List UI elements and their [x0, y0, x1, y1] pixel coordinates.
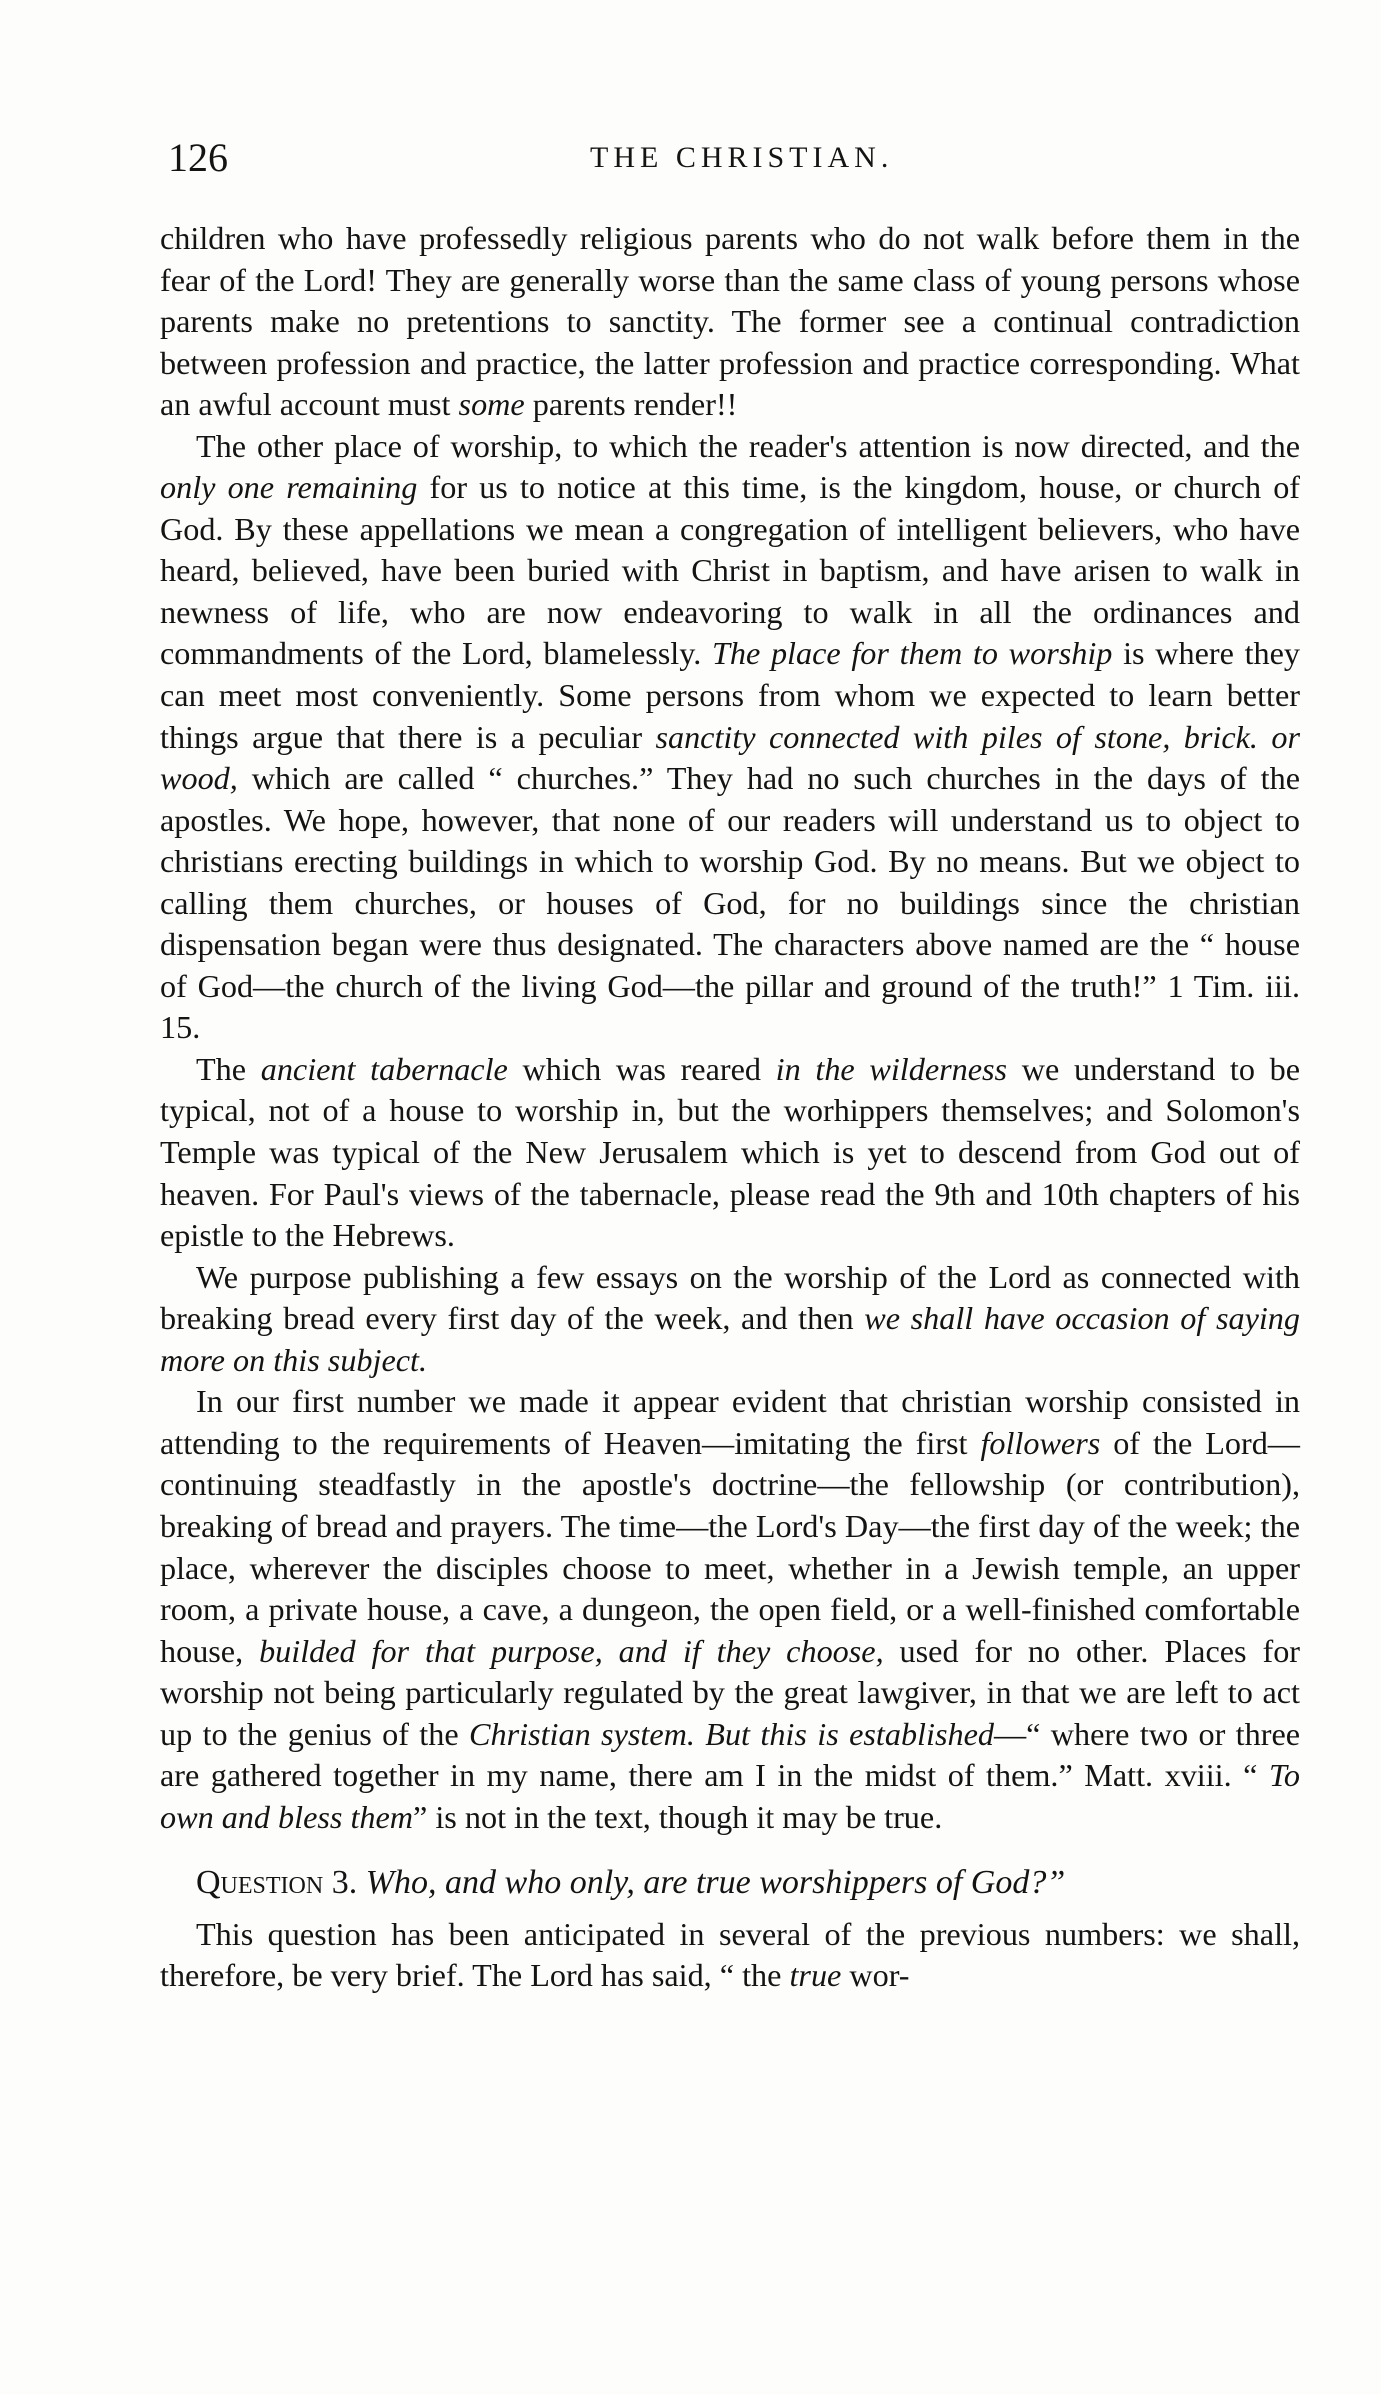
text-run: parents render!!: [524, 386, 738, 423]
text-run: ” is not in the text, though it may be true.: [413, 1798, 943, 1835]
paragraph-4: [160, 1257, 1300, 1382]
italic-text: The place for them to worship: [711, 635, 1113, 672]
text-run: [695, 1716, 705, 1752]
italic-text: some: [458, 386, 525, 423]
text-run: The other place of worship, to which the reader's attention is now directed, and the: [196, 427, 1300, 464]
italic-text: true: [789, 1957, 842, 1994]
paragraph-2: [160, 426, 1300, 1049]
text-run: The: [196, 1050, 261, 1087]
italic-text: sanctity connected with piles of stone, brick. or wood,: [160, 718, 1300, 797]
text-run: we understand to be typical, not of a house to worship in, but the worhippers themselves; and Solomon's Temple was typical of the New Jerusalem which is yet to descend from God out of heaven. For Paul's views of the tabernacle, please read the 9th and 10th chapters of his epistle to the Hebrews.: [160, 1050, 1300, 1254]
italic-text: followers: [980, 1424, 1101, 1461]
italic-text: Christian system.: [469, 1715, 695, 1752]
running-title: THE CHRISTIAN.: [590, 141, 894, 174]
question-label: Question 3.: [196, 1864, 358, 1902]
body-text: [160, 218, 1300, 1997]
question-heading: [160, 1862, 1300, 1904]
text-run: In our first number we made it appear evident that christian worship consisted in attending to the requirements of Heaven—imitating the first: [160, 1383, 1300, 1461]
italic-text: only one remaining: [160, 469, 418, 506]
italic-text: builded for that purpose, and if they choose,: [259, 1632, 884, 1669]
italic-text: ancient tabernacle: [260, 1050, 508, 1087]
question-text: Who, and who only, are true worshippers of God?”: [365, 1864, 1066, 1902]
italic-text: To own and bless them: [160, 1757, 1300, 1835]
page-number: 126: [168, 135, 228, 180]
page-header: [0, 128, 1381, 188]
text-run: for us to notice at this time, is the kingdom, house, or church of God. By these appellations we mean a congregation of intelligent believers, who have heard, believed, have been buried with Christ in baptism, and have arisen to walk in newness of life, who are now endeavoring to walk in all the ordinances and commandments of the Lord, blamelessly.: [160, 469, 1301, 672]
paragraph-final: [160, 1914, 1300, 1997]
text-run: children who have professedly religious parents who do not walk before them in the fear of the Lord! They are generally worse than the same class of young persons whose parents make no pretentions to sanctity. The former see a continual contradiction between profession and practice, the latter profession and practice corresponding. What an awful account must: [160, 220, 1300, 423]
text-run: of the Lord—continuing steadfastly in the apostle's doctrine—the fellowship (or contribution), breaking of bread and prayers. The time—the Lord's Day—the first day of the week; the place, wherever the disciples choose to meet, whether in a Jewish temple, an upper room, a private house, a cave, a dungeon, the open field, or a well-finished comfortable house,: [160, 1424, 1300, 1669]
italic-text: in the wilderness: [775, 1050, 1008, 1087]
text-run: is where they can meet most conveniently. Some persons from whom we expected to learn better things argue that there is a peculiar: [160, 635, 1301, 755]
paragraph-3: [160, 1049, 1300, 1257]
text-run: which are called “ churches.” They had no such churches in the days of the apostles. We hope, however, that none of our readers will understand us to object to christians erecting buildings in which to worship God. By no means. But we object to calling them churches, or houses of God, for no buildings since the christian dispensation began were thus designated. The characters above named are the “ house of God—the church of the living God—the pillar and ground of the truth!” 1 Tim. iii. 15.: [160, 760, 1300, 1046]
text-run: This question has been anticipated in several of the previous numbers: we shall, therefore, be very brief. The Lord has said, “ the: [160, 1915, 1300, 1994]
paragraph-5: [160, 1381, 1300, 1838]
text-run: We purpose publishing a few essays on the worship of the Lord as connected with breaking bread every first day of the week, and then: [160, 1258, 1300, 1337]
italic-text: But this is established: [705, 1715, 994, 1752]
text-run: which was reared: [507, 1050, 776, 1087]
text-run: —“ where two or three are gathered together in my name, there am I in the midst of them.” Matt. xviii. “: [160, 1715, 1301, 1794]
paragraph-1: [160, 218, 1300, 426]
text-run: wor-: [841, 1957, 910, 1994]
text-run: used for no other. Places for worship not being particularly regulated by the great lawgiver, in that we are left to act up to the genius of the: [160, 1632, 1301, 1752]
italic-text: we shall have occasion of saying more on this subject.: [160, 1300, 1300, 1378]
